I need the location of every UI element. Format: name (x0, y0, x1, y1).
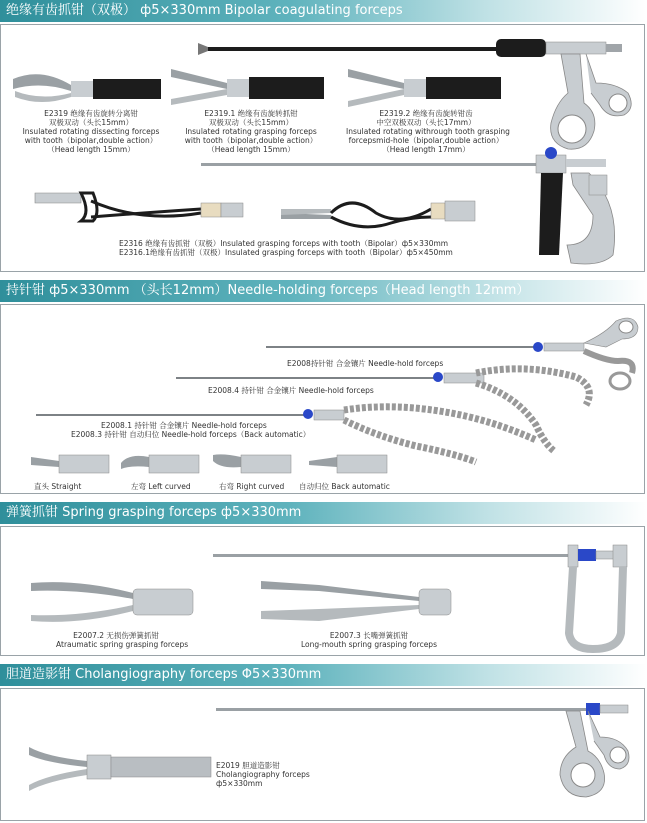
panel-spring (0, 526, 645, 656)
e2319-caption: E2319 绝缘有齿旋转分离钳 双极双动（头长15mm） Insulated rotating dissecting forceps with tooth（bipolar,double action） （Head length 15mm） (22, 109, 160, 154)
e2007-3-tip-image (259, 577, 454, 627)
e2319-2-caption: E2319.2 绝缘有齿旋转钳齿 中空双极双动（头长17mm） Insulated rotating withrough tooth grasping forcepsmid-hole（bipolar,double action） （Head length 17mm） (346, 109, 510, 154)
e2008-1-caption: E2008.1 持针钳 合金镶片 Needle-hold forceps E2008.3 持针钳 自动归位 Needle-hold forceps（Back automatic） (71, 421, 311, 439)
panel-cholangiography (0, 688, 645, 821)
e2008-label: E2008持针钳 合金镶片 Needle-hold forceps (287, 359, 444, 368)
tip-left-curved-image (119, 447, 199, 477)
section-header-needle: 持针钳 ф5×330mm （头长12mm）Needle-holding forceps（Head length 12mm） (0, 280, 647, 302)
tip-label-straight: 直头 Straight (34, 482, 82, 491)
section-header-cholangiography: 胆道造影钳 Cholangiography forceps Φ5×330mm (0, 664, 647, 686)
e2319-1-tip-image (169, 55, 324, 107)
section-header-spring: 弹簧抓钳 Spring grasping forceps ф5×330mm (0, 502, 647, 524)
tip-label-right: 右弯 Right curved (219, 482, 285, 491)
e2007-2-tip-image (29, 575, 194, 625)
e2316-caption: E2316 绝缘有齿抓钳（双极）Insulated grasping forceps with tooth（Bipolar）ф5×330mm E2316.1绝缘有齿抓钳（双极）Insulated grasping forceps with tooth（Bipolar）ф5×450mm (119, 239, 453, 257)
panel-bipolar (0, 24, 645, 272)
e2319-2-tip-image (346, 63, 501, 111)
e2019-tip-image (27, 741, 212, 791)
e2316-forceps-image (31, 183, 481, 243)
e2319-1-caption: E2319.1 绝缘有齿旋转抓钳 双极双动（头长15mm） Insulated rotating grasping forceps with tooth（bipolar,double action） （Head length 15mm） (184, 109, 318, 154)
e2007-2-caption: E2007.2 无损伤弹簧抓钳 Atraumatic spring grasping forceps (56, 631, 189, 649)
panel-needle (0, 304, 645, 494)
tip-straight-image (29, 447, 109, 477)
tip-back-automatic-image (307, 447, 387, 477)
e2019-caption: E2019 胆道造影钳 Cholangiography forceps ф5×330mm (216, 761, 310, 788)
cholangiography-forceps-long-image (216, 697, 641, 807)
e2007-3-caption: E2007.3 长嘴弹簧抓钳 Long-mouth spring grasping forceps (301, 631, 437, 649)
section-header-bipolar: 绝缘有齿抓钳（双极） ф5×330mm Bipolar coagulating forceps (0, 0, 647, 22)
e2319-tip-image (11, 67, 161, 107)
tip-label-automatic: 自动归位 Back automatic (299, 482, 390, 491)
tip-right-curved-image (211, 447, 291, 477)
tip-label-left: 左弯 Left curved (131, 482, 191, 491)
e2008-4-label: E2008.4 持针钳 合金镶片 Needle-hold forceps (208, 386, 374, 395)
